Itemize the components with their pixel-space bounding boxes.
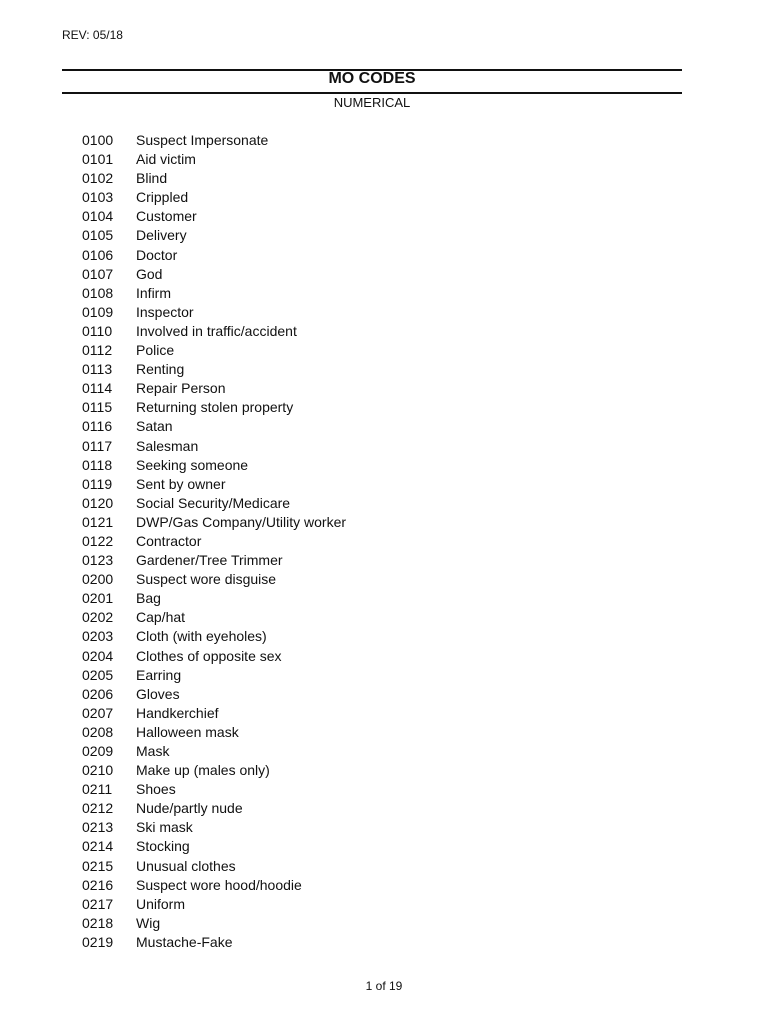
code-number: 0208	[82, 723, 114, 740]
code-number: 0214	[82, 838, 114, 855]
code-description: Contractor	[136, 532, 202, 549]
code-row	[82, 685, 346, 704]
code-description: Cloth (with eyeholes)	[136, 628, 267, 645]
code-number: 0113	[82, 361, 113, 378]
code-row	[82, 857, 346, 876]
code-description: Doctor	[136, 246, 178, 263]
code-row	[82, 226, 346, 245]
code-number: 0118	[82, 456, 113, 473]
code-number: 0217	[82, 895, 114, 912]
code-row	[82, 265, 346, 284]
code-description: Delivery	[136, 227, 187, 244]
code-row	[82, 799, 346, 818]
code-row	[82, 608, 346, 627]
code-description: Gardener/Tree Trimmer	[136, 552, 283, 569]
code-row	[82, 780, 346, 799]
code-row	[82, 303, 346, 322]
code-description: DWP/Gas Company/Utility worker	[136, 513, 347, 530]
code-number: 0108	[82, 284, 114, 301]
code-description: Mustache-Fake	[136, 933, 233, 950]
code-row	[82, 322, 346, 341]
code-row	[82, 169, 346, 188]
code-description: Halloween mask	[136, 723, 239, 740]
code-row	[82, 876, 346, 895]
code-number: 0101	[82, 151, 114, 168]
code-number: 0105	[82, 227, 114, 244]
code-row	[82, 475, 346, 494]
code-description: Social Security/Medicare	[136, 494, 291, 511]
code-description: Ski mask	[136, 819, 193, 836]
code-row	[82, 284, 346, 303]
code-description: Salesman	[136, 437, 199, 454]
code-number: 0100	[82, 132, 114, 148]
code-description: Renting	[136, 361, 185, 378]
code-row	[82, 437, 346, 456]
revision-label: REV: 05/18	[62, 28, 123, 42]
code-number: 0116	[82, 418, 113, 435]
code-row	[82, 647, 346, 666]
code-row	[82, 761, 346, 780]
code-description: Repair Person	[136, 380, 226, 397]
code-number: 0123	[82, 552, 114, 569]
code-number: 0112	[82, 342, 113, 359]
document-subtitle: NUMERICAL	[333, 95, 411, 110]
code-number: 0210	[82, 762, 114, 779]
code-number: 0121	[82, 513, 114, 530]
code-row	[82, 188, 346, 207]
code-number: 0104	[82, 208, 114, 225]
code-number: 0202	[82, 609, 114, 626]
code-number: 0201	[82, 590, 114, 607]
code-row	[82, 379, 346, 398]
code-number: 0212	[82, 800, 114, 817]
code-row	[82, 895, 346, 914]
code-description: Returning stolen property	[136, 399, 294, 416]
code-number: 0120	[82, 494, 114, 511]
title-bottom-rule	[62, 92, 682, 94]
code-row	[82, 589, 346, 608]
code-number: 0213	[82, 819, 114, 836]
code-number: 0107	[82, 265, 114, 282]
code-number: 0122	[82, 532, 114, 549]
code-description: Earring	[136, 666, 182, 683]
document-title: MO CODES	[328, 70, 416, 87]
code-description: Suspect wore disguise	[136, 571, 277, 588]
code-row	[82, 818, 346, 837]
code-row	[82, 723, 346, 742]
code-number: 0207	[82, 704, 114, 721]
code-description: Police	[136, 342, 175, 359]
code-description: Clothes of opposite sex	[136, 647, 282, 664]
code-number: 0216	[82, 876, 114, 893]
code-description: Stocking	[136, 838, 190, 855]
code-description: Wig	[136, 914, 161, 931]
code-row	[82, 704, 346, 723]
code-row	[82, 666, 346, 685]
mo-code-list	[82, 131, 346, 952]
code-row	[82, 551, 346, 570]
code-description: Nude/partly nude	[136, 800, 243, 817]
code-number: 0204	[82, 647, 114, 664]
code-row	[82, 417, 346, 436]
code-row	[82, 627, 346, 646]
code-description: Involved in traffic/accident	[136, 322, 297, 339]
code-number: 0211	[82, 781, 113, 798]
code-number: 0102	[82, 170, 114, 187]
code-row	[82, 742, 346, 761]
code-description: God	[136, 265, 163, 282]
code-description: Cap/hat	[136, 609, 186, 626]
code-description: Infirm	[136, 284, 171, 301]
code-row	[82, 207, 346, 226]
code-number: 0215	[82, 857, 114, 874]
page-indicator: 1 of 19	[365, 979, 403, 993]
code-row	[82, 532, 346, 551]
code-description: Inspector	[136, 303, 194, 320]
code-number: 0205	[82, 666, 114, 683]
code-row	[82, 914, 346, 933]
code-number: 0203	[82, 628, 114, 645]
code-description: Unusual clothes	[136, 857, 236, 874]
code-row	[82, 933, 346, 952]
code-row	[82, 398, 346, 417]
code-row	[82, 246, 346, 265]
code-description: Blind	[136, 170, 168, 187]
code-description: Customer	[136, 208, 197, 225]
code-description: Satan	[136, 418, 173, 435]
code-description: Uniform	[136, 895, 186, 912]
code-number: 0219	[82, 933, 114, 950]
code-row	[82, 150, 346, 169]
code-description: Shoes	[136, 781, 176, 798]
code-number: 0109	[82, 303, 114, 320]
code-row	[82, 570, 346, 589]
code-number: 0218	[82, 914, 114, 931]
code-description: Mask	[136, 743, 170, 759]
code-description: Aid victim	[136, 151, 196, 168]
code-row	[82, 341, 346, 360]
code-number: 0117	[82, 437, 113, 454]
code-number: 0209	[82, 743, 114, 759]
code-description: Crippled	[136, 189, 189, 206]
code-description: Suspect Impersonate	[136, 132, 269, 148]
code-row	[82, 513, 346, 532]
code-description: Suspect wore hood/hoodie	[136, 876, 302, 893]
code-row	[82, 456, 346, 475]
code-description: Handkerchief	[136, 704, 219, 721]
code-number: 0106	[82, 246, 114, 263]
code-number: 0200	[82, 571, 114, 588]
code-description: Make up (males only)	[136, 762, 270, 779]
code-number: 0206	[82, 685, 114, 702]
code-row	[82, 360, 346, 379]
code-row	[82, 837, 346, 856]
code-row	[82, 131, 346, 150]
code-description: Gloves	[136, 685, 180, 702]
code-description: Seeking someone	[136, 456, 249, 473]
code-row	[82, 494, 346, 513]
code-number: 0103	[82, 189, 114, 206]
code-description: Bag	[136, 590, 161, 607]
code-number: 0115	[82, 399, 113, 416]
code-number: 0119	[82, 475, 113, 492]
code-description: Sent by owner	[136, 475, 226, 492]
code-number: 0114	[82, 380, 113, 397]
code-number: 0110	[82, 322, 113, 339]
